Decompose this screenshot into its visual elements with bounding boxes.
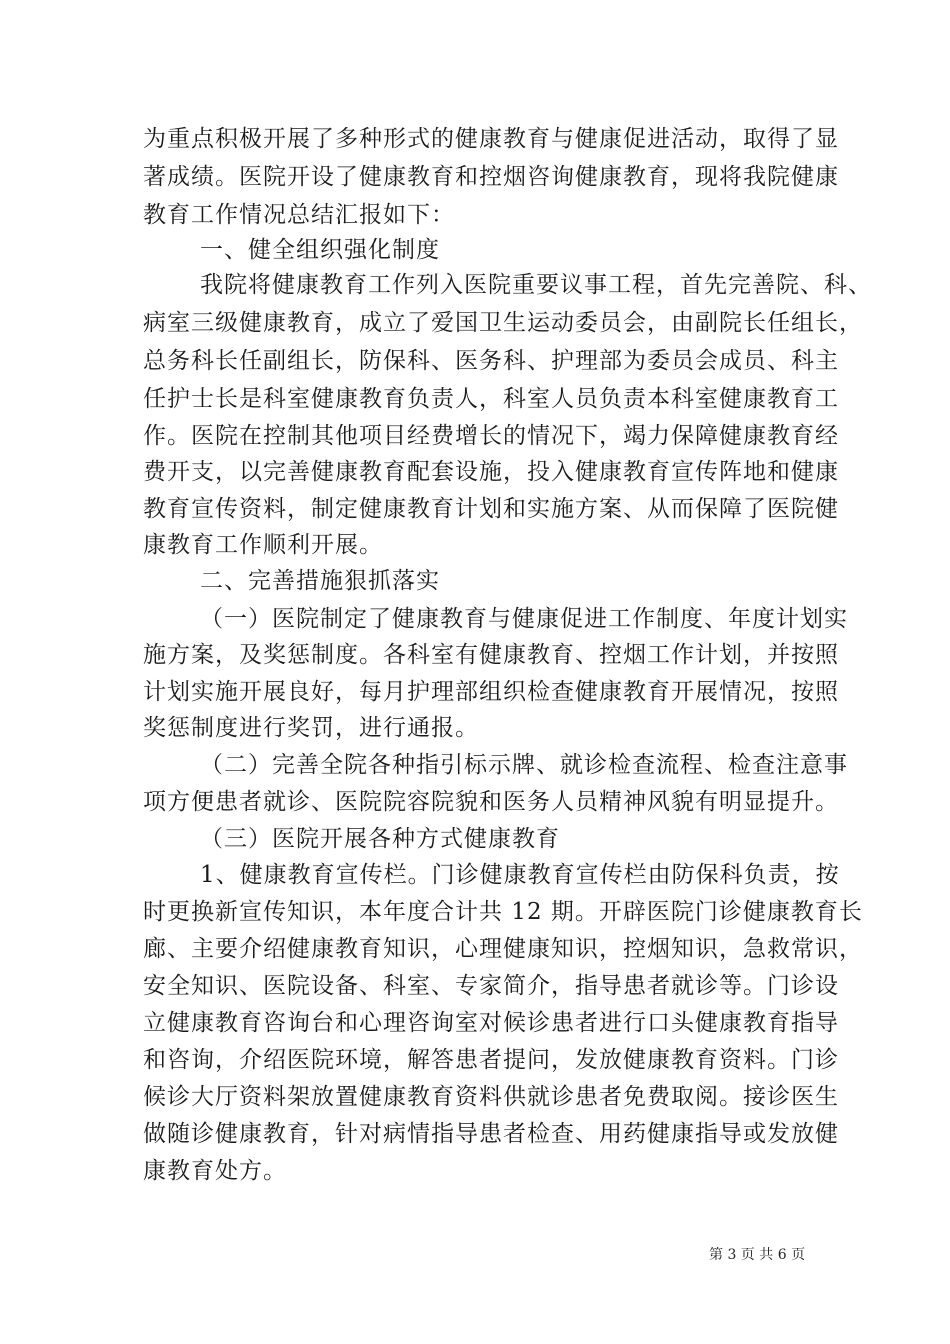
body-text-line: 教育工作情况总结汇报如下： [143, 202, 455, 228]
body-text-line: （一）医院制定了健康教育与健康促进工作制度、年度计划实 [200, 606, 848, 632]
body-text-line: 项方便患者就诊、医院院容院貌和医务人员精神风貌有明显提升。 [143, 789, 839, 815]
body-text-line: 著成绩。医院开设了健康教育和控烟咨询健康教育，现将我院健康 [143, 164, 839, 190]
section-heading: 二、完善措施狠抓落实 [200, 568, 440, 594]
body-text-line: 安全知识、医院设备、科室、专家简介，指导患者就诊等。门诊设 [143, 973, 839, 999]
body-text-line: 任护士长是科室健康教育负责人，科室人员负责本科室健康教育工 [143, 386, 839, 412]
section-heading: 一、健全组织强化制度 [200, 237, 440, 263]
body-text-line: 1、健康教育宣传栏。门诊健康教育宣传栏由防保科负责，按 [200, 862, 840, 888]
body-text-line: 费开支，以完善健康教育配套设施，投入健康教育宣传阵地和健康 [143, 459, 839, 485]
body-text-line: 时更换新宣传知识，本年度合计共 12 期。开辟医院门诊健康教育长 [143, 899, 863, 925]
body-text-line: 计划实施开展良好，每月护理部组织检查健康教育开展情况，按照 [143, 679, 839, 705]
body-text-line: （二）完善全院各种指引标示牌、就诊检查流程、检查注意事 [200, 752, 848, 778]
body-text-line: 为重点积极开展了多种形式的健康教育与健康促进活动，取得了显 [143, 126, 839, 152]
body-text-line: 病室三级健康教育，成立了爱国卫生运动委员会，由副院长任组长， [143, 310, 863, 336]
body-text-line: 廊、主要介绍健康教育知识，心理健康知识，控烟知识，急救常识， [143, 936, 863, 962]
body-text-line: 康教育处方。 [143, 1158, 287, 1184]
body-text-line: 作。医院在控制其他项目经费增长的情况下，竭力保障健康教育经 [143, 423, 839, 449]
body-text-line: 做随诊健康教育，针对病情指导患者检查、用药健康指导或发放健 [143, 1121, 839, 1147]
body-text-line: 我院将健康教育工作列入医院重要议事工程，首先完善院、科、 [200, 272, 872, 298]
body-text-line: 奖惩制度进行奖罚，进行通报。 [143, 715, 479, 741]
sub-heading: （三）医院开展各种方式健康教育 [200, 826, 560, 852]
body-text-line: 教育宣传资料，制定健康教育计划和实施方案、从而保障了医院健 [143, 496, 839, 522]
body-text-line: 施方案，及奖惩制度。各科室有健康教育、控烟工作计划，并按照 [143, 642, 839, 668]
body-text-line: 康教育工作顺利开展。 [143, 532, 383, 558]
page-number: 第 3 页 共 6 页 [709, 1247, 806, 1263]
body-text-line: 候诊大厅资料架放置健康教育资料供就诊患者免费取阅。接诊医生 [143, 1084, 839, 1110]
body-text-line: 和咨询，介绍医院环境，解答患者提问，发放健康教育资料。门诊 [143, 1047, 839, 1073]
body-text-line: 总务科长任副组长，防保科、医务科、护理部为委员会成员、科主 [143, 348, 839, 374]
body-text-line: 立健康教育咨询台和心理咨询室对候诊患者进行口头健康教育指导 [143, 1010, 839, 1036]
